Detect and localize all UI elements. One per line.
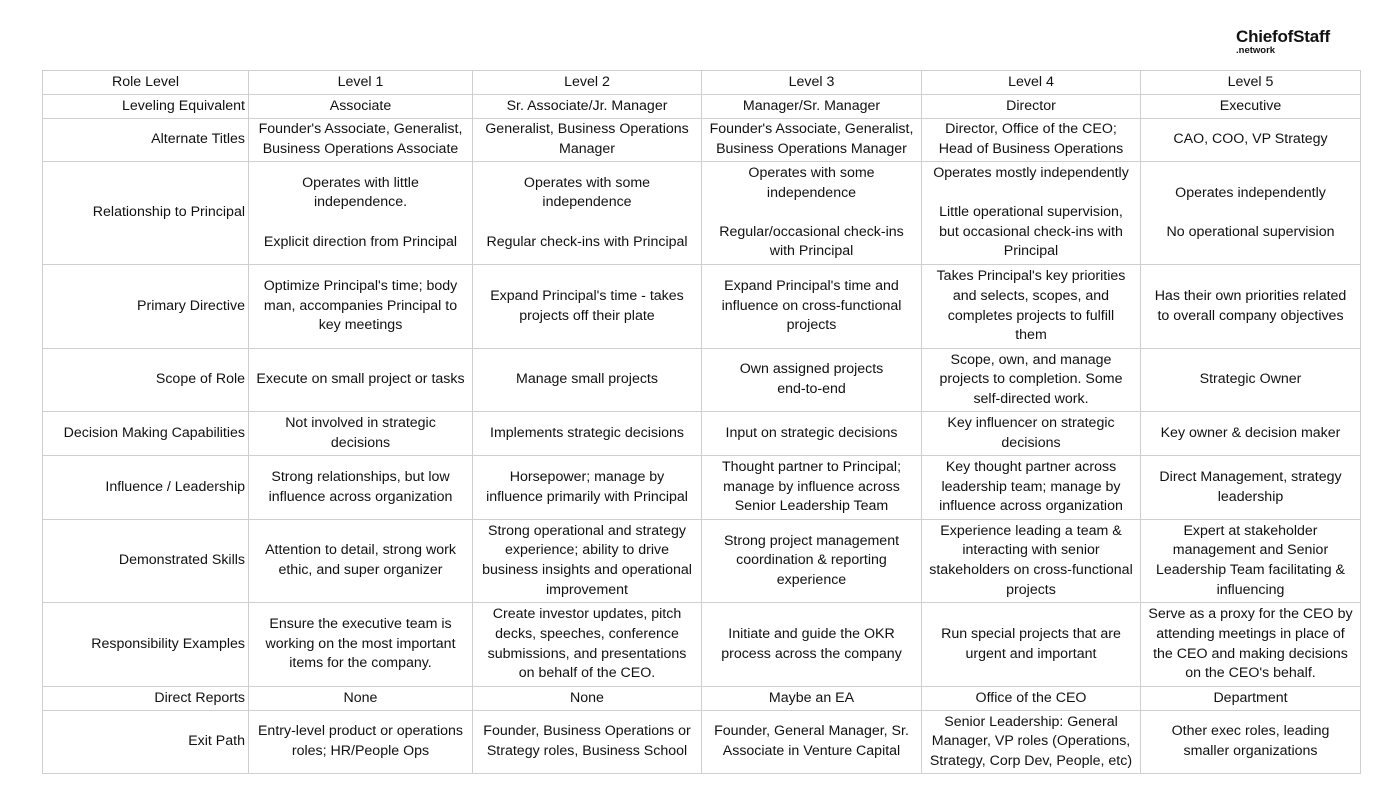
- cell-influence-leadership-level-5: Direct Management, strategy leadership: [1141, 456, 1361, 520]
- table-body: [43, 71, 1361, 774]
- header-cell-role-level: Role Level: [43, 71, 249, 95]
- cell-demonstrated-skills-level-5: Expert at stakeholder management and Senior Leadership Team facilitating & influencing: [1141, 520, 1361, 603]
- cell-scope-of-role-level-4: Scope, own, and manage projects to completion. Some self-directed work.: [922, 349, 1141, 412]
- cell-decision-making-capabilities-level-3: Input on strategic decisions: [702, 412, 922, 456]
- cell-alternate-titles-level-3: Founder's Associate, Generalist, Business Operations Manager: [702, 119, 922, 162]
- cell-decision-making-capabilities-level-2: Implements strategic decisions: [473, 412, 702, 456]
- row-label-primary-directive: Primary Directive: [43, 265, 249, 349]
- table-header-row: [43, 71, 1361, 95]
- cell-relationship-to-principal-level-5: Operates independently No operational supervision: [1141, 162, 1361, 265]
- table-row-direct-reports: [43, 687, 1361, 711]
- cell-scope-of-role-level-5: Strategic Owner: [1141, 349, 1361, 412]
- cell-responsibility-examples-level-3: Initiate and guide the OKR process across the company: [702, 603, 922, 687]
- cell-direct-reports-level-2: None: [473, 687, 702, 711]
- cell-responsibility-examples-level-4: Run special projects that are urgent and important: [922, 603, 1141, 687]
- table-row-relationship-to-principal: [43, 162, 1361, 265]
- chiefofstaff-logo: [1236, 28, 1330, 56]
- row-label-responsibility-examples: Responsibility Examples: [43, 603, 249, 687]
- header-cell-level-1: Level 1: [249, 71, 473, 95]
- table-row-responsibility-examples: [43, 603, 1361, 687]
- cell-responsibility-examples-level-5: Serve as a proxy for the CEO by attending meetings in place of the CEO and making decisions on the CEO's behalf.: [1141, 603, 1361, 687]
- cell-scope-of-role-level-1: Execute on small project or tasks: [249, 349, 473, 412]
- cell-exit-path-level-2: Founder, Business Operations or Strategy roles, Business School: [473, 711, 702, 774]
- table-row-scope-of-role: [43, 349, 1361, 412]
- cell-scope-of-role-level-3: Own assigned projects end-to-end: [702, 349, 922, 412]
- cell-responsibility-examples-level-1: Ensure the executive team is working on the most important items for the company.: [249, 603, 473, 687]
- row-label-influence-leadership: Influence / Leadership: [43, 456, 249, 520]
- row-label-demonstrated-skills: Demonstrated Skills: [43, 520, 249, 603]
- cell-exit-path-level-3: Founder, General Manager, Sr. Associate in Venture Capital: [702, 711, 922, 774]
- cell-leveling-equivalent-level-3: Manager/Sr. Manager: [702, 95, 922, 119]
- row-label-decision-making-capabilities: Decision Making Capabilities: [43, 412, 249, 456]
- cell-direct-reports-level-5: Department: [1141, 687, 1361, 711]
- cell-alternate-titles-level-2: Generalist, Business Operations Manager: [473, 119, 702, 162]
- table-row-decision-making-capabilities: [43, 412, 1361, 456]
- cell-exit-path-level-1: Entry-level product or operations roles; HR/People Ops: [249, 711, 473, 774]
- row-label-leveling-equivalent: Leveling Equivalent: [43, 95, 249, 119]
- row-label-relationship-to-principal: Relationship to Principal: [43, 162, 249, 265]
- role-level-table: [42, 70, 1361, 774]
- cell-decision-making-capabilities-level-1: Not involved in strategic decisions: [249, 412, 473, 456]
- table-row-alternate-titles: [43, 119, 1361, 162]
- cell-demonstrated-skills-level-4: Experience leading a team & interacting with senior stakeholders on cross-functional projects: [922, 520, 1141, 603]
- cell-influence-leadership-level-1: Strong relationships, but low influence across organization: [249, 456, 473, 520]
- logo-domain: .network: [1236, 45, 1276, 56]
- cell-alternate-titles-level-5: CAO, COO, VP Strategy: [1141, 119, 1361, 162]
- cell-direct-reports-level-4: Office of the CEO: [922, 687, 1141, 711]
- table-row-demonstrated-skills: [43, 520, 1361, 603]
- cell-primary-directive-level-1: Optimize Principal's time; body man, accompanies Principal to key meetings: [249, 265, 473, 349]
- cell-alternate-titles-level-4: Director, Office of the CEO; Head of Business Operations: [922, 119, 1141, 162]
- cell-primary-directive-level-5: Has their own priorities related to overall company objectives: [1141, 265, 1361, 349]
- cell-leveling-equivalent-level-5: Executive: [1141, 95, 1361, 119]
- cell-decision-making-capabilities-level-4: Key influencer on strategic decisions: [922, 412, 1141, 456]
- cell-relationship-to-principal-level-3: Operates with some independence Regular/occasional check-ins with Principal: [702, 162, 922, 265]
- table-row-primary-directive: [43, 265, 1361, 349]
- cell-demonstrated-skills-level-2: Strong operational and strategy experience; ability to drive business insights and operational improvement: [473, 520, 702, 603]
- cell-direct-reports-level-3: Maybe an EA: [702, 687, 922, 711]
- cell-scope-of-role-level-2: Manage small projects: [473, 349, 702, 412]
- cell-primary-directive-level-4: Takes Principal's key priorities and selects, scopes, and completes projects to fulfill them: [922, 265, 1141, 349]
- cell-decision-making-capabilities-level-5: Key owner & decision maker: [1141, 412, 1361, 456]
- row-label-scope-of-role: Scope of Role: [43, 349, 249, 412]
- cell-leveling-equivalent-level-1: Associate: [249, 95, 473, 119]
- cell-demonstrated-skills-level-3: Strong project management coordination & reporting experience: [702, 520, 922, 603]
- table-row-leveling-equivalent: [43, 95, 1361, 119]
- cell-demonstrated-skills-level-1: Attention to detail, strong work ethic, and super organizer: [249, 520, 473, 603]
- table-row-exit-path: [43, 711, 1361, 774]
- cell-relationship-to-principal-level-1: Operates with little independence. Explicit direction from Principal: [249, 162, 473, 265]
- header-cell-level-5: Level 5: [1141, 71, 1361, 95]
- cell-influence-leadership-level-2: Horsepower; manage by influence primarily with Principal: [473, 456, 702, 520]
- cell-influence-leadership-level-3: Thought partner to Principal; manage by influence across Senior Leadership Team: [702, 456, 922, 520]
- cell-exit-path-level-5: Other exec roles, leading smaller organizations: [1141, 711, 1361, 774]
- cell-primary-directive-level-2: Expand Principal's time - takes projects off their plate: [473, 265, 702, 349]
- row-label-direct-reports: Direct Reports: [43, 687, 249, 711]
- cell-relationship-to-principal-level-4: Operates mostly independently Little operational supervision, but occasional check-ins with Principal: [922, 162, 1141, 265]
- cell-leveling-equivalent-level-2: Sr. Associate/Jr. Manager: [473, 95, 702, 119]
- row-label-exit-path: Exit Path: [43, 711, 249, 774]
- cell-alternate-titles-level-1: Founder's Associate, Generalist, Business Operations Associate: [249, 119, 473, 162]
- cell-primary-directive-level-3: Expand Principal's time and influence on cross-functional projects: [702, 265, 922, 349]
- row-label-alternate-titles: Alternate Titles: [43, 119, 249, 162]
- cell-direct-reports-level-1: None: [249, 687, 473, 711]
- header-cell-level-4: Level 4: [922, 71, 1141, 95]
- cell-relationship-to-principal-level-2: Operates with some independence Regular check-ins with Principal: [473, 162, 702, 265]
- header-cell-level-2: Level 2: [473, 71, 702, 95]
- header-cell-level-3: Level 3: [702, 71, 922, 95]
- table-row-influence-leadership: [43, 456, 1361, 520]
- cell-leveling-equivalent-level-4: Director: [922, 95, 1141, 119]
- cell-influence-leadership-level-4: Key thought partner across leadership team; manage by influence across organization: [922, 456, 1141, 520]
- logo-wordmark: ChiefofStaff: [1236, 27, 1330, 46]
- cell-responsibility-examples-level-2: Create investor updates, pitch decks, speeches, conference submissions, and presentations on behalf of the CEO.: [473, 603, 702, 687]
- cell-exit-path-level-4: Senior Leadership: General Manager, VP roles (Operations, Strategy, Corp Dev, People, etc): [922, 711, 1141, 774]
